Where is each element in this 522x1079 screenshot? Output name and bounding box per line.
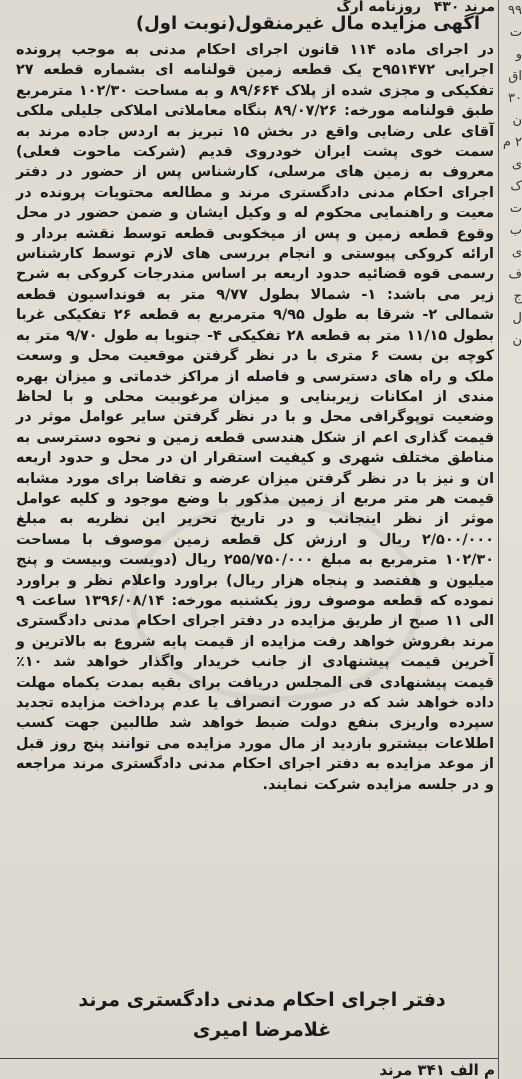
column-divider	[498, 0, 499, 1079]
margin-fragment: ل	[512, 311, 522, 326]
margin-fragment: ک	[510, 179, 522, 194]
margin-fragment: ی	[511, 157, 522, 172]
footer-reference: م الف ۳۴۱ مرند	[379, 1061, 495, 1079]
notice-title: آگهی مزایده مال غیرمنقول(نوبت اول)	[135, 13, 480, 34]
newspaper-name: روزنامه ارگ	[336, 0, 421, 15]
margin-fragment: ت	[509, 25, 522, 40]
signature-office: دفتر اجرای احکام مدنی دادگستری مرند	[78, 989, 446, 1011]
margin-fragment: اق	[508, 69, 522, 84]
bottom-rule	[0, 1058, 498, 1059]
margin-fragment: ن	[512, 113, 522, 128]
margin-fragment: ف	[508, 267, 522, 282]
margin-fragment: ن	[512, 333, 522, 348]
margin-fragment: و	[515, 47, 522, 62]
margin-fragment: ی	[511, 245, 522, 260]
notice-body	[16, 40, 494, 795]
margin-fragment: ت	[509, 201, 522, 216]
margin-fragment: ۲ م	[502, 135, 522, 150]
signature-name: غلامرضا امیری	[192, 1019, 332, 1041]
header-number: مرند ۴۳۰	[433, 0, 495, 15]
margin-fragment: ب	[509, 223, 522, 238]
margin-fragment: ۳۰	[508, 91, 522, 106]
margin-fragment: ۹۹	[508, 3, 522, 18]
margin-fragment: ج	[513, 289, 522, 304]
notice-paragraph: در اجرای ماده ۱۱۴ قانون اجرای احکام مدنی به موجب پرونده اجرایی ۹۵۱۴۷۲ح یک قطعه زمین قولنامه ای بشماره قطعه ۲۷ تفکیکی و مجزی شده از پلاک ۸۹/۶۶۴ و به مساحت ۱۰۲/۳۰ مترمربع طبق قولنامه مورخه: ۸۹/۰۷/۲۶ بنگاه معاملاتی املاکی جلیلی ملکی آقای علی رضایی واقع در بخش ۱۵ تبریز به اردس جاده مرند به سمت خوی پشت ایران خودروی قدیم (شرکت ماحوت فعلی) معروف به زمین های مرسلی، کارشناس پس از حضور در دفتر اجرای احکام مدنی دادگستری مرند و مطالعه محتویات پرونده در معیت و راهنمایی محکوم له و وکیل ایشان و ضمن حضور در محل وقوع قطعه زمین و پس از میخکوبی قطعه توسط نقشه بردار و ارائه کروکی پیوستی و انجام بررسی های لازم توسط کارشناس رسمی قوه قضائیه حدود اربعه بر اساس مندرجات کروکی به شرح زیر می باشد: ۱- شمالا بطول ۹/۷۷ متر به فونداسیون قطعه شمالی ۲- شرقا به طول ۹/۹۵ مترمربع به قطعه ۲۶ تفکیکی غربا بطول ۱۱/۱۵ متر به قطعه ۲۸ تفکیکی ۴- جنوبا به طول ۹/۷۰ متر به کوچه بن بست ۶ متری با در نظر گرفتن موقعیت محل و وسعت ملک و راه های دسترسی و فاصله از مراکز خدماتی و میزان بهره مندی از امکانات زیربنایی و میزان مرغوبیت محلی و با لحاظ وضعیت توپوگرافی محل و با در نظر گرفتن سایر عوامل موثر در قیمت گذاری اعم از شکل هندسی قطعه زمین و نحوه دسترسی به مناطق مختلف شهری و کیفیت استقرار ان در محل و حدود اربعه ان و نیز با در نظر گرفتن میزان عرضه و تقاضا برای مورد مشابه قیمت هر متر مربع از زمین مذکور با وضع موجود و کلیه عوامل موثر از نظر اینجانب و در تاریخ تحریر این نظریه به مبلغ ۲/۵۰۰/۰۰۰ ریال و ارزش کل قطعه زمین موصوف با مساحت ۱۰۲/۳۰ مترمربع به مبلغ ۲۵۵/۷۵۰/۰۰۰ ریال (دویست وبیست و پنج میلیون و هفتصد و پنجاه هزار ریال) براورد واعلام نظر و براورد نموده که قطعه موصوف روز یکشنبه مورخه: ۱۳۹۶/۰۸/۱۴ ساعت ۹ الی ۱۱ صبح از طریق مزایده در دفتر اجرای احکام مدنی دادگستری مرند بفروش خواهد رفت مزایده از قیمت پایه شروع به بالاترین و آخرین قیمت پیشنهادی از جانب خریدار واگذار خواهد شد ۱۰٪ قیمت پیشنهادی فی المجلس دریافت برای بقیه بمدت یکماه مهلت داده خواهد شد که در صورت انصراف یا عدم پرداخت مزایده تجدید سپرده واریزی بنفع دولت ضبط خواهد شد طالبین جهت کسب اطلاعات بیشترو بازدید از مال مورد مزایده می توانند پنج روز قبل از موعد مزایده به دفتر اجرای احکام مدنی دادگستری مرند مراجعه و در جلسه مزایده شرکت نمایند.	[16, 42, 495, 793]
adjacent-column-text	[500, 0, 522, 1079]
